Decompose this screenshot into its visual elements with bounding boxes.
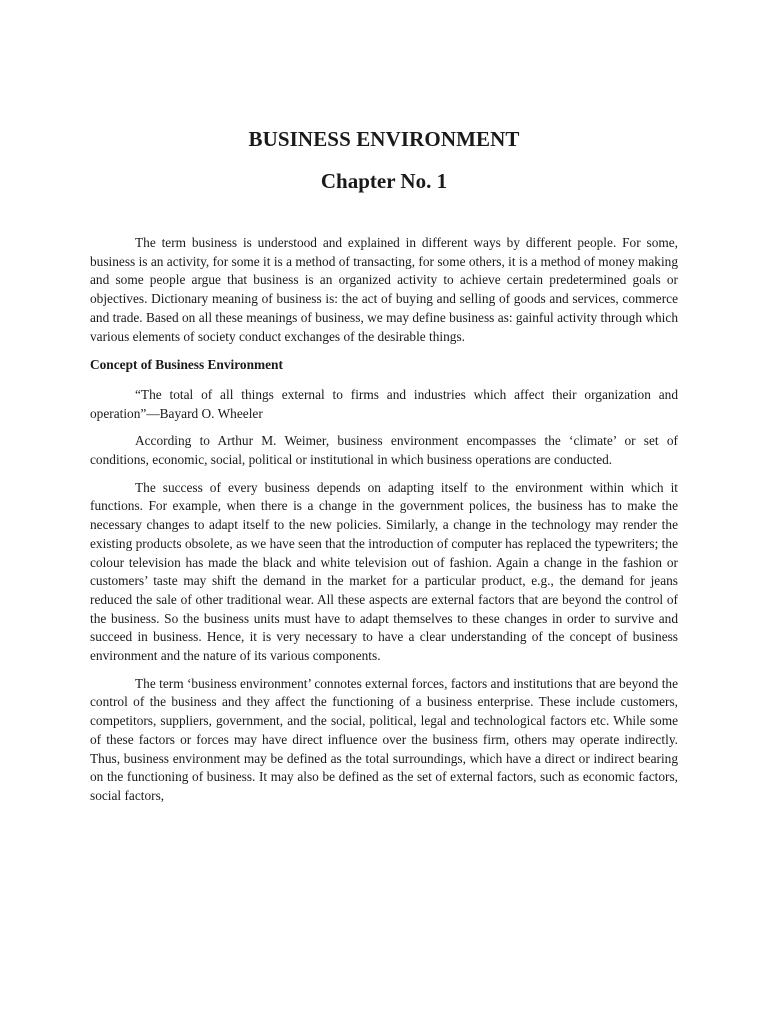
document-title: BUSINESS ENVIRONMENT [248, 127, 520, 151]
section-heading: Concept of Business Environment [90, 357, 283, 373]
document-page [90, 124, 678, 815]
chapter-heading: Chapter No. 1 [320, 169, 448, 193]
success-paragraph: The success of every business depends on adapting itself to the environment within which it functions. For example, when there is a change in the government polices, the business has to make the necessary changes to adapt itself to the new policies. Similarly, a change in the technology may render the existing products obsolete, as we have seen that the introduction of computer has replaced the typewriters; the colour television has made the black and white television out of fashion. Again a change in the fashion or customers’ taste may shift the demand in the market for a particular product, e.g., the demand for jeans reduced the sale of other traditional wear. All these aspects are external factors that are beyond the control of the business. So the business units must have to adapt themselves to these changes in order to survive and succeed in business. Hence, it is very necessary to have a clear understanding of the concept of business environment and the nature of its various components. [90, 479, 678, 664]
term-paragraph: The term ‘business environment’ connotes external forces, factors and institutions that are beyond the control of the business and they affect the functioning of a business enterprise. These include customers, competitors, suppliers, government, and the social, political, legal and technological factors etc. While some of these factors or forces may have direct influence over the business firm, others may operate indirectly. Thus, business environment may be defined as the total surroundings, which have a direct or indirect bearing on the functioning of business. It may also be defined as the set of external factors, such as economic factors, social factors, [90, 675, 678, 803]
document-body [90, 234, 678, 806]
quote-paragraph: “The total of all things external to firms and industries which affect their organization and operation”—Bayard O. Wheeler [90, 386, 678, 421]
weimer-paragraph: According to Arthur M. Weimer, business environment encompasses the ‘climate’ or set of conditions, economic, social, political or institutional in which business operations are conducted. [90, 433, 678, 468]
intro-paragraph: The term business is understood and explained in different ways by different people. For some, business is an activity, for some it is a method of transacting, for some others, it is a method of money making and some people argue that business is an organized activity to achieve certain predetermined goals or objectives. Dictionary meaning of business is: the act of buying and selling of goods and services, commerce and trade. Based on all these meanings of business, we may define business as: gainful activity through which various elements of society conduct exchanges of the desirable things. [90, 235, 678, 344]
